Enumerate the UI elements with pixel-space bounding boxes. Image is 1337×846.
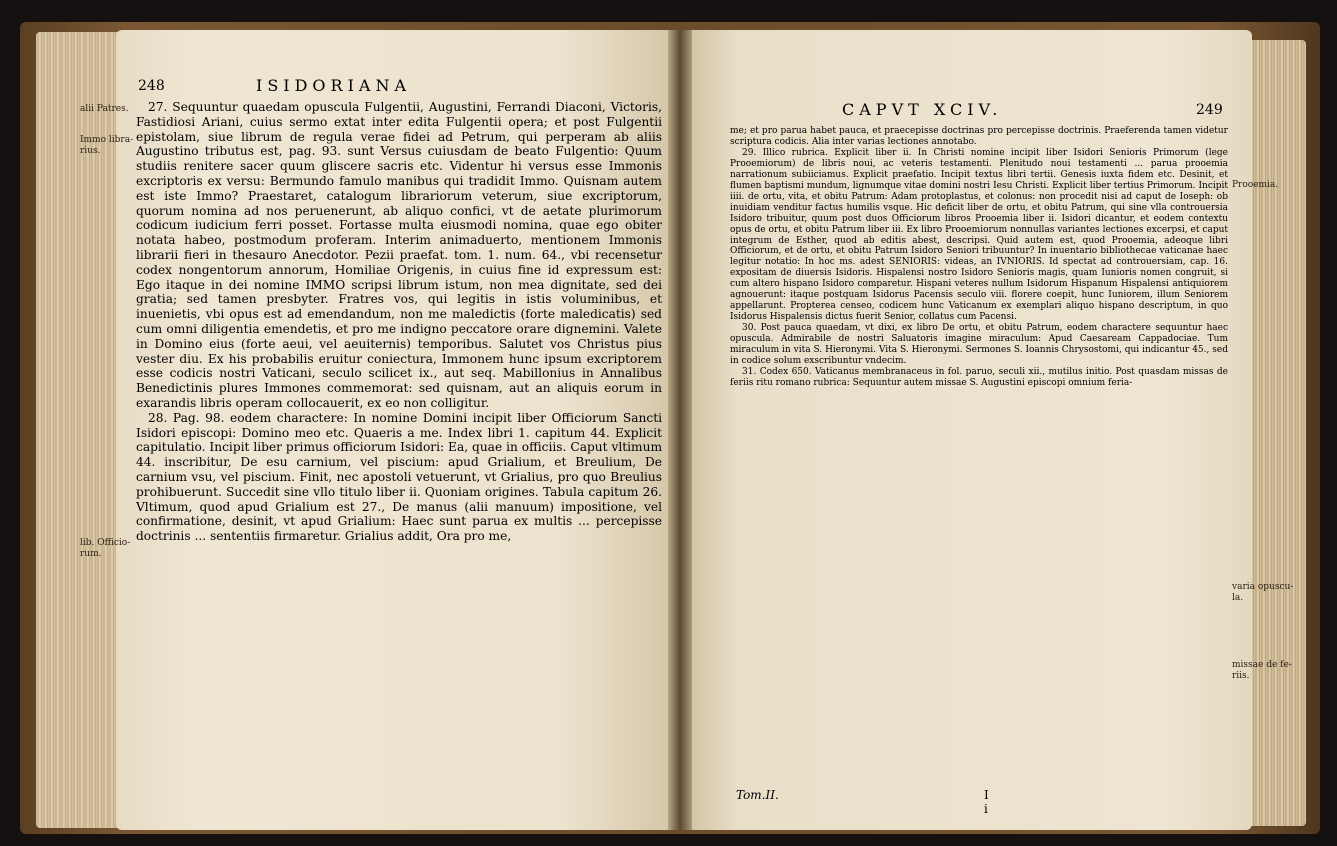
margin-note-lib-officiorum-cont: rum. [80, 549, 102, 559]
volume-signature: Tom.II. [736, 788, 779, 802]
margin-note-immo: Immo libra- [80, 135, 134, 145]
margin-note-alii-patres: alii Patres. [80, 104, 129, 114]
left-page-edges [36, 32, 122, 828]
book-gutter [668, 30, 692, 830]
left-page-body [136, 100, 662, 544]
right-running-title: CAPVT XCIV. [842, 100, 1003, 119]
right-page-header [842, 100, 1232, 120]
left-page-number: 248 [138, 78, 165, 94]
paragraph-30: 30. Post pauca quaedam, vt dixi, ex libro De ortu, et obitu Patrum, eodem charactere sequuntur haec opuscula. Admirabile de nostri Saluatoris imagine miraculum: Apud Caesaream Cappadociae. Tum miraculum in vita S. Hieronymi. Vita S. Hieronymi. Sermones S. Ioannis Chrysostomi, qui indicantur 45., sed in codice solum exscribuntur vndecim. [730, 323, 1228, 367]
margin-note-varia-opuscula-cont: la. [1232, 593, 1244, 603]
paragraph-28: 28. Pag. 98. eodem charactere: In nomine Domini incipit liber Officiorum Sancti Isidori episcopi: Domino meo etc. Quaeris a me. Index libri 1. capitum 44. Explicit capitulatio. Incipit liber primus officiorum Isidori: Ea, quae in officiis. Caput vltimum 44. inscribitur, De esu carnium, vel piscium: apud Grialium, et Breulium, De carnium vsu, vel piscium. Finit, nec apostoli vetuerunt, vt Grialius, pro quo Breulius prohibuerunt. Succedit sine vllo titulo liber ii. Quoniam origines. Tabula capitum 26. Vltimum, quod apud Grialium est 27., De manus (alii manuum) impositione, vel confirmatione, desinit, vt apud Grialium: Haec sunt parua ex multis ... percepisse doctrinis ... sententiis firmaretur. Grialius addit, Ora pro me, [136, 410, 662, 544]
left-running-title: ISIDORIANA [256, 76, 412, 95]
left-page-header [138, 76, 518, 96]
margin-note-missae: missae de fe- [1232, 660, 1292, 670]
paragraph-29: 29. Illico rubrica. Explicit liber ii. In Christi nomine incipit liber Isidori Senioris Primorum (lege Prooemiorum) de libris noui, ac veteris testamenti. Plenitudo noui testamenti ... parua prooemia narrationum subiiciamus. Explicit praefatio. Incipit textus libri tertii. Genesis iuxta fidem etc. Desinit, et flumen baptismi mundum, lignumque vitae domini nostri Iesu Christi. Explicit liber tertius Primorum. Incipit iiii. de ortu, vita, et obitu Patrum: Adam protoplastus, et colonus: non procedit nisi ad caput de Ioseph: ob inuidiam venditur factus humilis vsque. Hic deficit liber de ortu, et obitu Patrum, qui sine vlla controuersia Isidoro tribuitur, quum post duos Officiorum libros Prooemia liber ii. Isidori dicantur, et eodem contextu opus de ortu, et obitu Patrum liber iii. Ex libro Prooemiorum nonnullas variantes lectiones excerpsi, et caput integrum de Esther, quod ab editis abest, descripsi. Quid autem est, quod Prooemia, adeoque libri Officiorum, et de ortu, et obitu Patrum Isidoro Seniori tribuuntur? In inuentario bibliothecae vaticanae haec legitur notatio: In hoc ms. adest SENIORIS: videas, an IVNIORIS. Id spectat ad controuersiam, cap. 16. expositam de diuersis Isidoris. Hispalensi nostro Isidoro Senioris magis, quam Iunioris nomen congruit, si cum altero hispano Isidoro comparetur. Hispani veteres nullum Isidorum Hispanum Hispalensi antiquiorem agnouerunt: itaque postquam Isidorus Pacensis seculo viii. florere coepit, hunc Iuniorem, illum Seniorem appellarunt. Propterea censeo, codicem hunc Vaticanum ex exemplari aliquo hispano descriptum, in quo Isidorus Hispalensis dictus fuerit Senior, collatus cum Pacensi. [730, 147, 1228, 323]
margin-note-immo-cont: rius. [80, 146, 101, 156]
margin-note-varia-opuscula: varia opuscu- [1232, 582, 1294, 592]
margin-note-missae-cont: riis. [1232, 671, 1250, 681]
right-page-body [730, 126, 1228, 389]
paragraph-31: 31. Codex 650. Vaticanus membranaceus in fol. paruo, seculi xii., mutilus initio. Post quasdam missas de feriis ritu romano rubrica: Sequuntur autem missae S. Augustini episcopi omnium feria- [730, 366, 1228, 388]
gathering-mark: I i [984, 788, 992, 816]
paragraph-continuation: me; et pro parua habet pauca, et praecepisse doctrinas pro percepisse doctrinis. Praeferenda tamen videtur scriptura codicis. Alia inter varias lectiones annotabo. [730, 126, 1228, 147]
paragraph-27: 27. Sequuntur quaedam opuscula Fulgentii, Augustini, Ferrandi Diaconi, Victoris, Fastidiosi Ariani, cuius sermo extat inter edita Fulgentii opera; et post Fulgentii epistolam, siue librum de regula verae fidei ad Petrum, qui perperam ab aliis Augustino tributus est, pag. 93. sunt Versus cuiusdam de beato Fulgentio: Quum studiis renitere sacer quum gliscere sacris etc. Videntur hi versus esse Immonis excriptoris ex versu: Bermundo famulo manibus qui tradidit Immo. Quisnam autem est iste Immo? Praestaret, catalogum librariorum veterum, siue excriptorum, quorum nomina ad nos peruenerunt, ab aliquo confici, vt de aetate plurimorum codicum iudicium ferri posset. Fortasse multa eiusmodi nomina, quae ego obiter notata habeo, postmodum proferam. Interim animaduerto, mentionem Immonis librarii fieri in thesauro Anecdotor. Pezii praefat. tom. 1. num. 64., vbi recensetur codex nongentorum annorum, Homiliae Origenis, in cuius fine id expressum est: Ego itaque in dei nomine IMMO scripsi librum istum, non mea dignitate, sed dei gratia; sed tamen presbyter. Fratres vos, qui legitis in istis voluminibus, et inuenietis, vbi opus est ad emendandum, non me maledictis (forte maledicatis) sed cum omni diligentia emendetis, et pro me indigno peccatore orare dignemini. Valete in Domino eius (forte aeui, vel aeuiternis) temporibus. Salutet vos Christus pius vester diu. Ex his probabilis eruitur coniectura, Immonem hunc ipsum excriptorem esse codicis nostri Vaticani, seculo scilicet ix., aut seq. Mabillonius in Annalibus Benedictinis plures Immones commemorat: sed quisnam, aut an aliquis eorum in exarandis libris operam collocauerit, ex eo non colligitur. [136, 100, 662, 410]
right-page-edges [1248, 40, 1306, 826]
margin-note-prooemia: Prooemia. [1232, 180, 1279, 190]
margin-note-lib-officiorum: lib. Officio- [80, 538, 131, 548]
signature-line [736, 788, 992, 816]
right-page-number: 249 [1196, 102, 1223, 118]
